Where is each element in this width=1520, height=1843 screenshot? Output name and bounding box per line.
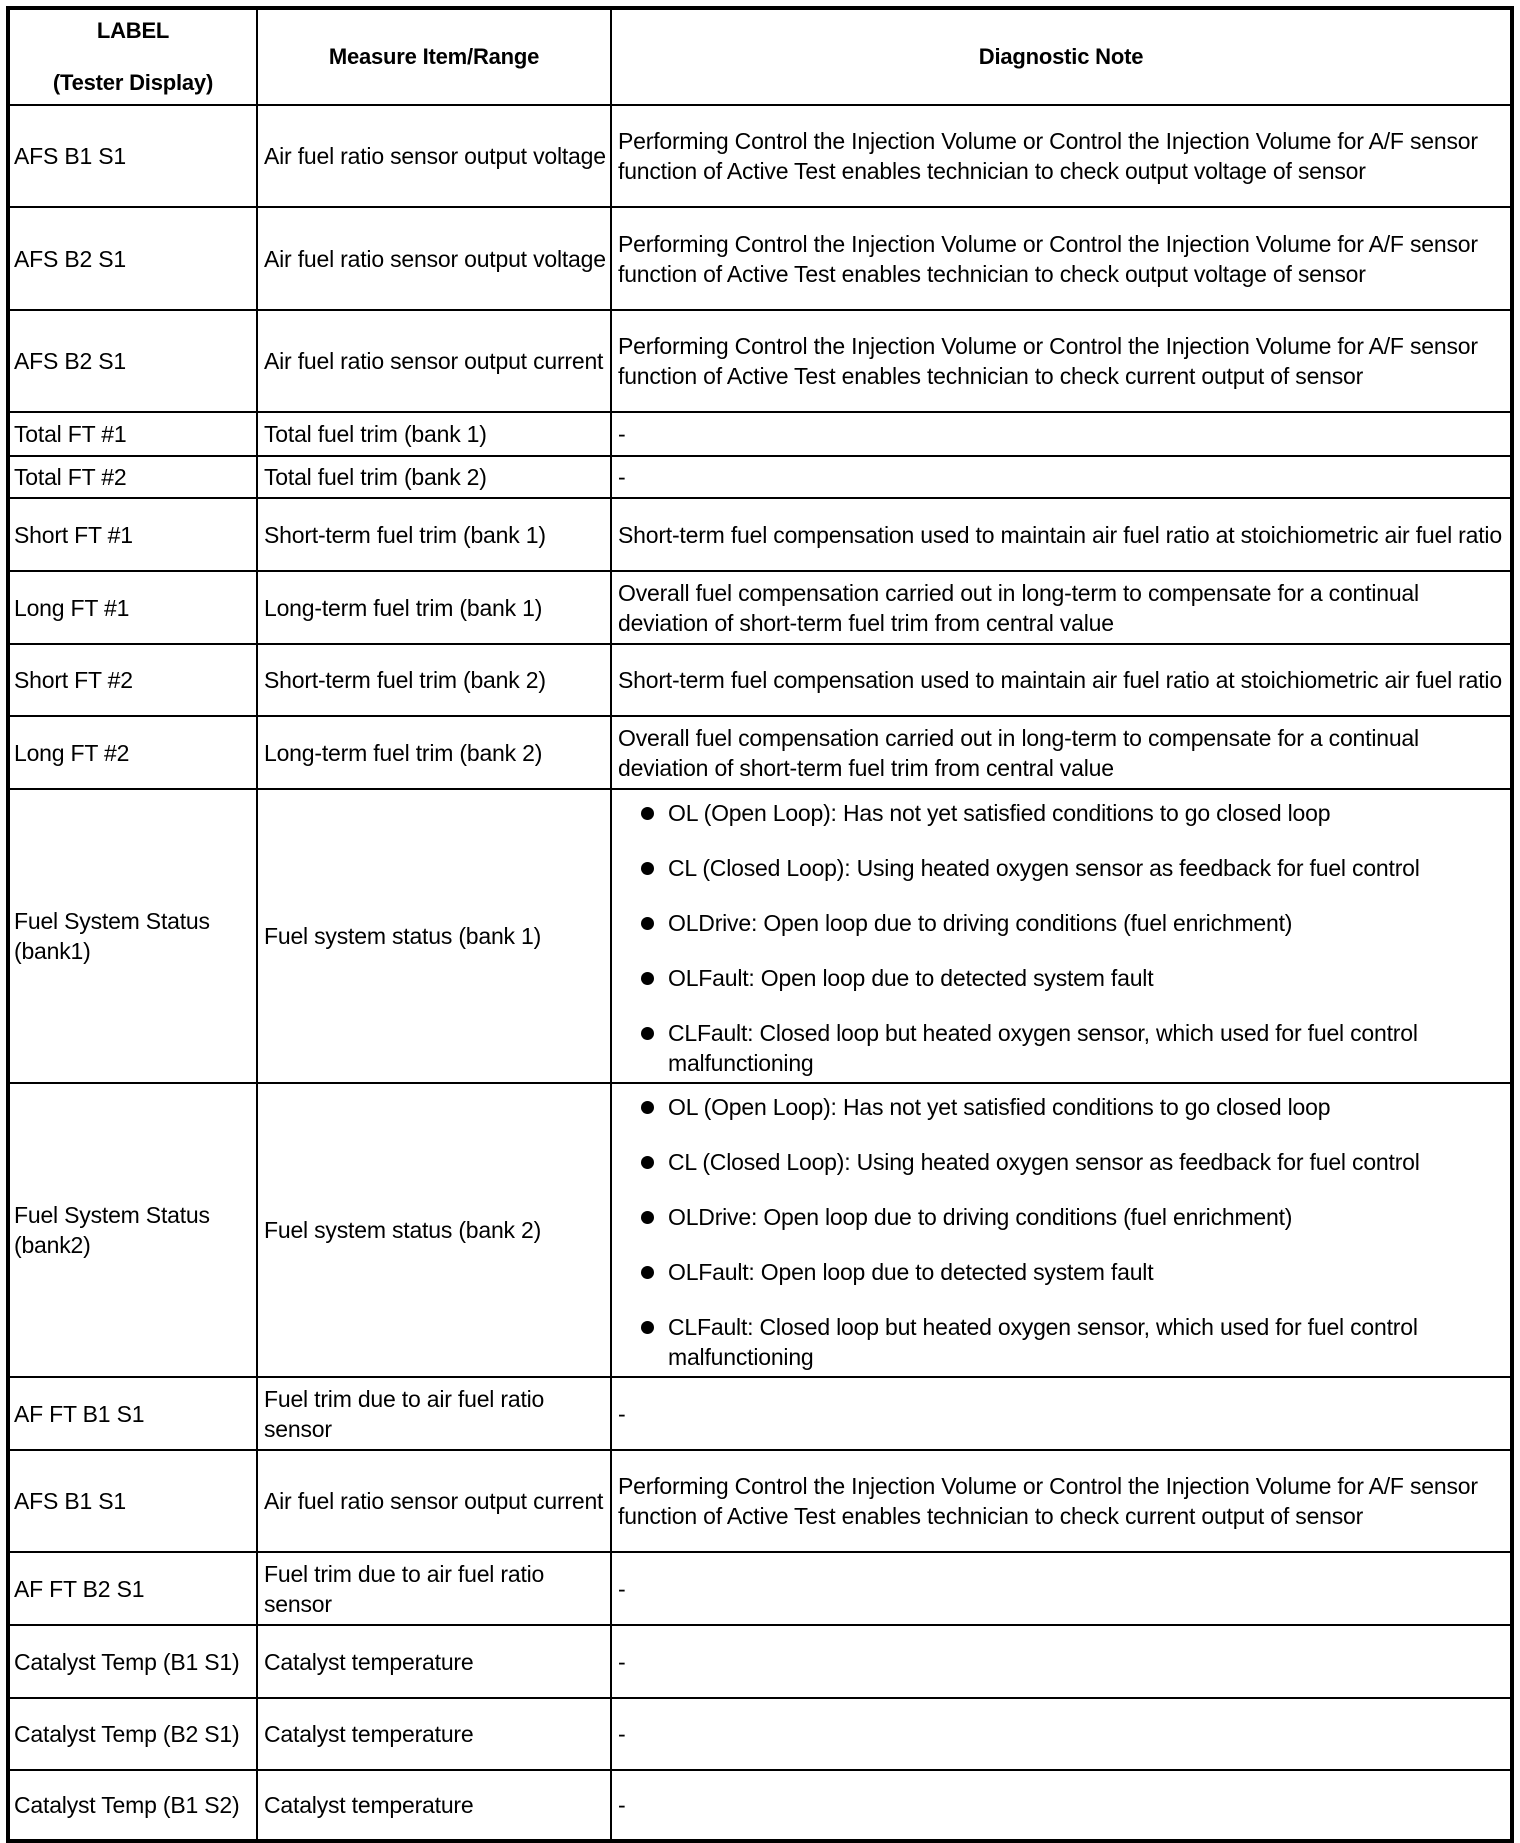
header-measure: Measure Item/Range <box>257 8 611 105</box>
status-list-item <box>618 798 1506 828</box>
measure-cell: Fuel system status (bank 2) <box>257 1083 611 1377</box>
note-cell: Overall fuel compensation carried out in long-term to compensate for a continual deviation of short-term fuel trim from central value <box>611 716 1512 789</box>
measure-cell: Short-term fuel trim (bank 1) <box>257 498 611 571</box>
note-cell: Performing Control the Injection Volume or Control the Injection Volume for A/F sensor function of Active Test enables technician to check output voltage of sensor <box>611 105 1512 207</box>
label-cell: Catalyst Temp (B1 S2) <box>8 1770 257 1841</box>
status-list <box>618 1092 1506 1372</box>
note-cell: - <box>611 1698 1512 1770</box>
table-header-row <box>8 8 1512 105</box>
table-row <box>8 1083 1512 1377</box>
bullet-icon <box>641 1266 654 1279</box>
header-note: Diagnostic Note <box>611 8 1512 105</box>
status-text: OLFault: Open loop due to detected system fault <box>668 965 1154 991</box>
status-list-item <box>618 1257 1506 1287</box>
note-cell: Performing Control the Injection Volume or Control the Injection Volume for A/F sensor function of Active Test enables technician to check output voltage of sensor <box>611 207 1512 310</box>
status-text: OL (Open Loop): Has not yet satisfied conditions to go closed loop <box>668 800 1331 826</box>
table-row <box>8 1377 1512 1450</box>
table-row <box>8 1770 1512 1841</box>
label-cell: Catalyst Temp (B2 S1) <box>8 1698 257 1770</box>
label-cell: Catalyst Temp (B1 S1) <box>8 1625 257 1698</box>
status-list <box>618 798 1506 1078</box>
label-cell: AFS B1 S1 <box>8 1450 257 1552</box>
note-cell: - <box>611 456 1512 498</box>
measure-cell: Long-term fuel trim (bank 1) <box>257 571 611 644</box>
status-text: OL (Open Loop): Has not yet satisfied conditions to go closed loop <box>668 1094 1331 1120</box>
status-list-item <box>618 1312 1506 1372</box>
table-row <box>8 456 1512 498</box>
header-label-line1: LABEL <box>96 18 170 43</box>
measure-cell: Air fuel ratio sensor output voltage <box>257 105 611 207</box>
status-text: CL (Closed Loop): Using heated oxygen sensor as feedback for fuel control <box>668 855 1420 881</box>
bullet-icon <box>641 1211 654 1224</box>
measure-cell: Total fuel trim (bank 1) <box>257 412 611 456</box>
note-cell <box>611 789 1512 1083</box>
note-cell: Performing Control the Injection Volume or Control the Injection Volume for A/F sensor function of Active Test enables technician to check current output of sensor <box>611 1450 1512 1552</box>
header-label-line2: (Tester Display) <box>52 70 214 95</box>
bullet-icon <box>641 1321 654 1334</box>
table-row <box>8 716 1512 789</box>
note-cell: - <box>611 1770 1512 1841</box>
status-list-item <box>618 1147 1506 1177</box>
measure-cell: Short-term fuel trim (bank 2) <box>257 644 611 716</box>
table-row <box>8 1552 1512 1625</box>
table-row <box>8 498 1512 571</box>
label-cell: Fuel System Status (bank2) <box>8 1083 257 1377</box>
note-cell: Short-term fuel compensation used to maintain air fuel ratio at stoichiometric air fuel ratio <box>611 644 1512 716</box>
measure-cell: Catalyst temperature <box>257 1770 611 1841</box>
note-cell <box>611 1083 1512 1377</box>
table-row <box>8 1625 1512 1698</box>
bullet-icon <box>641 1027 654 1040</box>
note-cell: - <box>611 412 1512 456</box>
measure-cell: Long-term fuel trim (bank 2) <box>257 716 611 789</box>
label-cell: AFS B2 S1 <box>8 207 257 310</box>
label-cell: Short FT #1 <box>8 498 257 571</box>
status-list-item <box>618 1018 1506 1078</box>
table-row <box>8 1450 1512 1552</box>
table-row <box>8 105 1512 207</box>
table-row <box>8 644 1512 716</box>
diagnostic-data-table <box>6 6 1514 1843</box>
measure-cell: Air fuel ratio sensor output voltage <box>257 207 611 310</box>
label-cell: Total FT #1 <box>8 412 257 456</box>
measure-cell: Fuel system status (bank 1) <box>257 789 611 1083</box>
measure-cell: Catalyst temperature <box>257 1625 611 1698</box>
status-text: CLFault: Closed loop but heated oxygen sensor, which used for fuel control malfunctioning <box>668 1314 1418 1370</box>
status-list-item <box>618 1202 1506 1232</box>
status-text: OLFault: Open loop due to detected system fault <box>668 1259 1154 1285</box>
note-cell: Overall fuel compensation carried out in long-term to compensate for a continual deviation of short-term fuel trim from central value <box>611 571 1512 644</box>
status-list-item <box>618 963 1506 993</box>
label-cell: Long FT #1 <box>8 571 257 644</box>
label-cell: Short FT #2 <box>8 644 257 716</box>
note-cell: - <box>611 1552 1512 1625</box>
note-cell: Performing Control the Injection Volume or Control the Injection Volume for A/F sensor function of Active Test enables technician to check current output of sensor <box>611 310 1512 412</box>
measure-cell: Air fuel ratio sensor output current <box>257 1450 611 1552</box>
table-row <box>8 789 1512 1083</box>
note-cell: Short-term fuel compensation used to maintain air fuel ratio at stoichiometric air fuel ratio <box>611 498 1512 571</box>
label-cell: AFS B1 S1 <box>8 105 257 207</box>
measure-cell: Air fuel ratio sensor output current <box>257 310 611 412</box>
status-text: OLDrive: Open loop due to driving conditions (fuel enrichment) <box>668 910 1293 936</box>
status-list-item <box>618 853 1506 883</box>
bullet-icon <box>641 1101 654 1114</box>
measure-cell: Total fuel trim (bank 2) <box>257 456 611 498</box>
measure-cell: Fuel trim due to air fuel ratio sensor <box>257 1377 611 1450</box>
label-cell: AFS B2 S1 <box>8 310 257 412</box>
bullet-icon <box>641 917 654 930</box>
label-cell: AF FT B2 S1 <box>8 1552 257 1625</box>
label-cell: AF FT B1 S1 <box>8 1377 257 1450</box>
table-row <box>8 571 1512 644</box>
table-row <box>8 207 1512 310</box>
bullet-icon <box>641 862 654 875</box>
status-list-item <box>618 1092 1506 1122</box>
status-text: CL (Closed Loop): Using heated oxygen sensor as feedback for fuel control <box>668 1149 1420 1175</box>
measure-cell: Catalyst temperature <box>257 1698 611 1770</box>
note-cell: - <box>611 1625 1512 1698</box>
measure-cell: Fuel trim due to air fuel ratio sensor <box>257 1552 611 1625</box>
status-list-item <box>618 908 1506 938</box>
table-row <box>8 310 1512 412</box>
bullet-icon <box>641 807 654 820</box>
label-cell: Long FT #2 <box>8 716 257 789</box>
table-row <box>8 1698 1512 1770</box>
status-text: OLDrive: Open loop due to driving conditions (fuel enrichment) <box>668 1204 1293 1230</box>
table-row <box>8 412 1512 456</box>
note-cell: - <box>611 1377 1512 1450</box>
status-text: CLFault: Closed loop but heated oxygen sensor, which used for fuel control malfunctioning <box>668 1020 1418 1076</box>
label-cell: Total FT #2 <box>8 456 257 498</box>
label-cell: Fuel System Status (bank1) <box>8 789 257 1083</box>
bullet-icon <box>641 972 654 985</box>
header-label <box>8 8 257 105</box>
bullet-icon <box>641 1156 654 1169</box>
